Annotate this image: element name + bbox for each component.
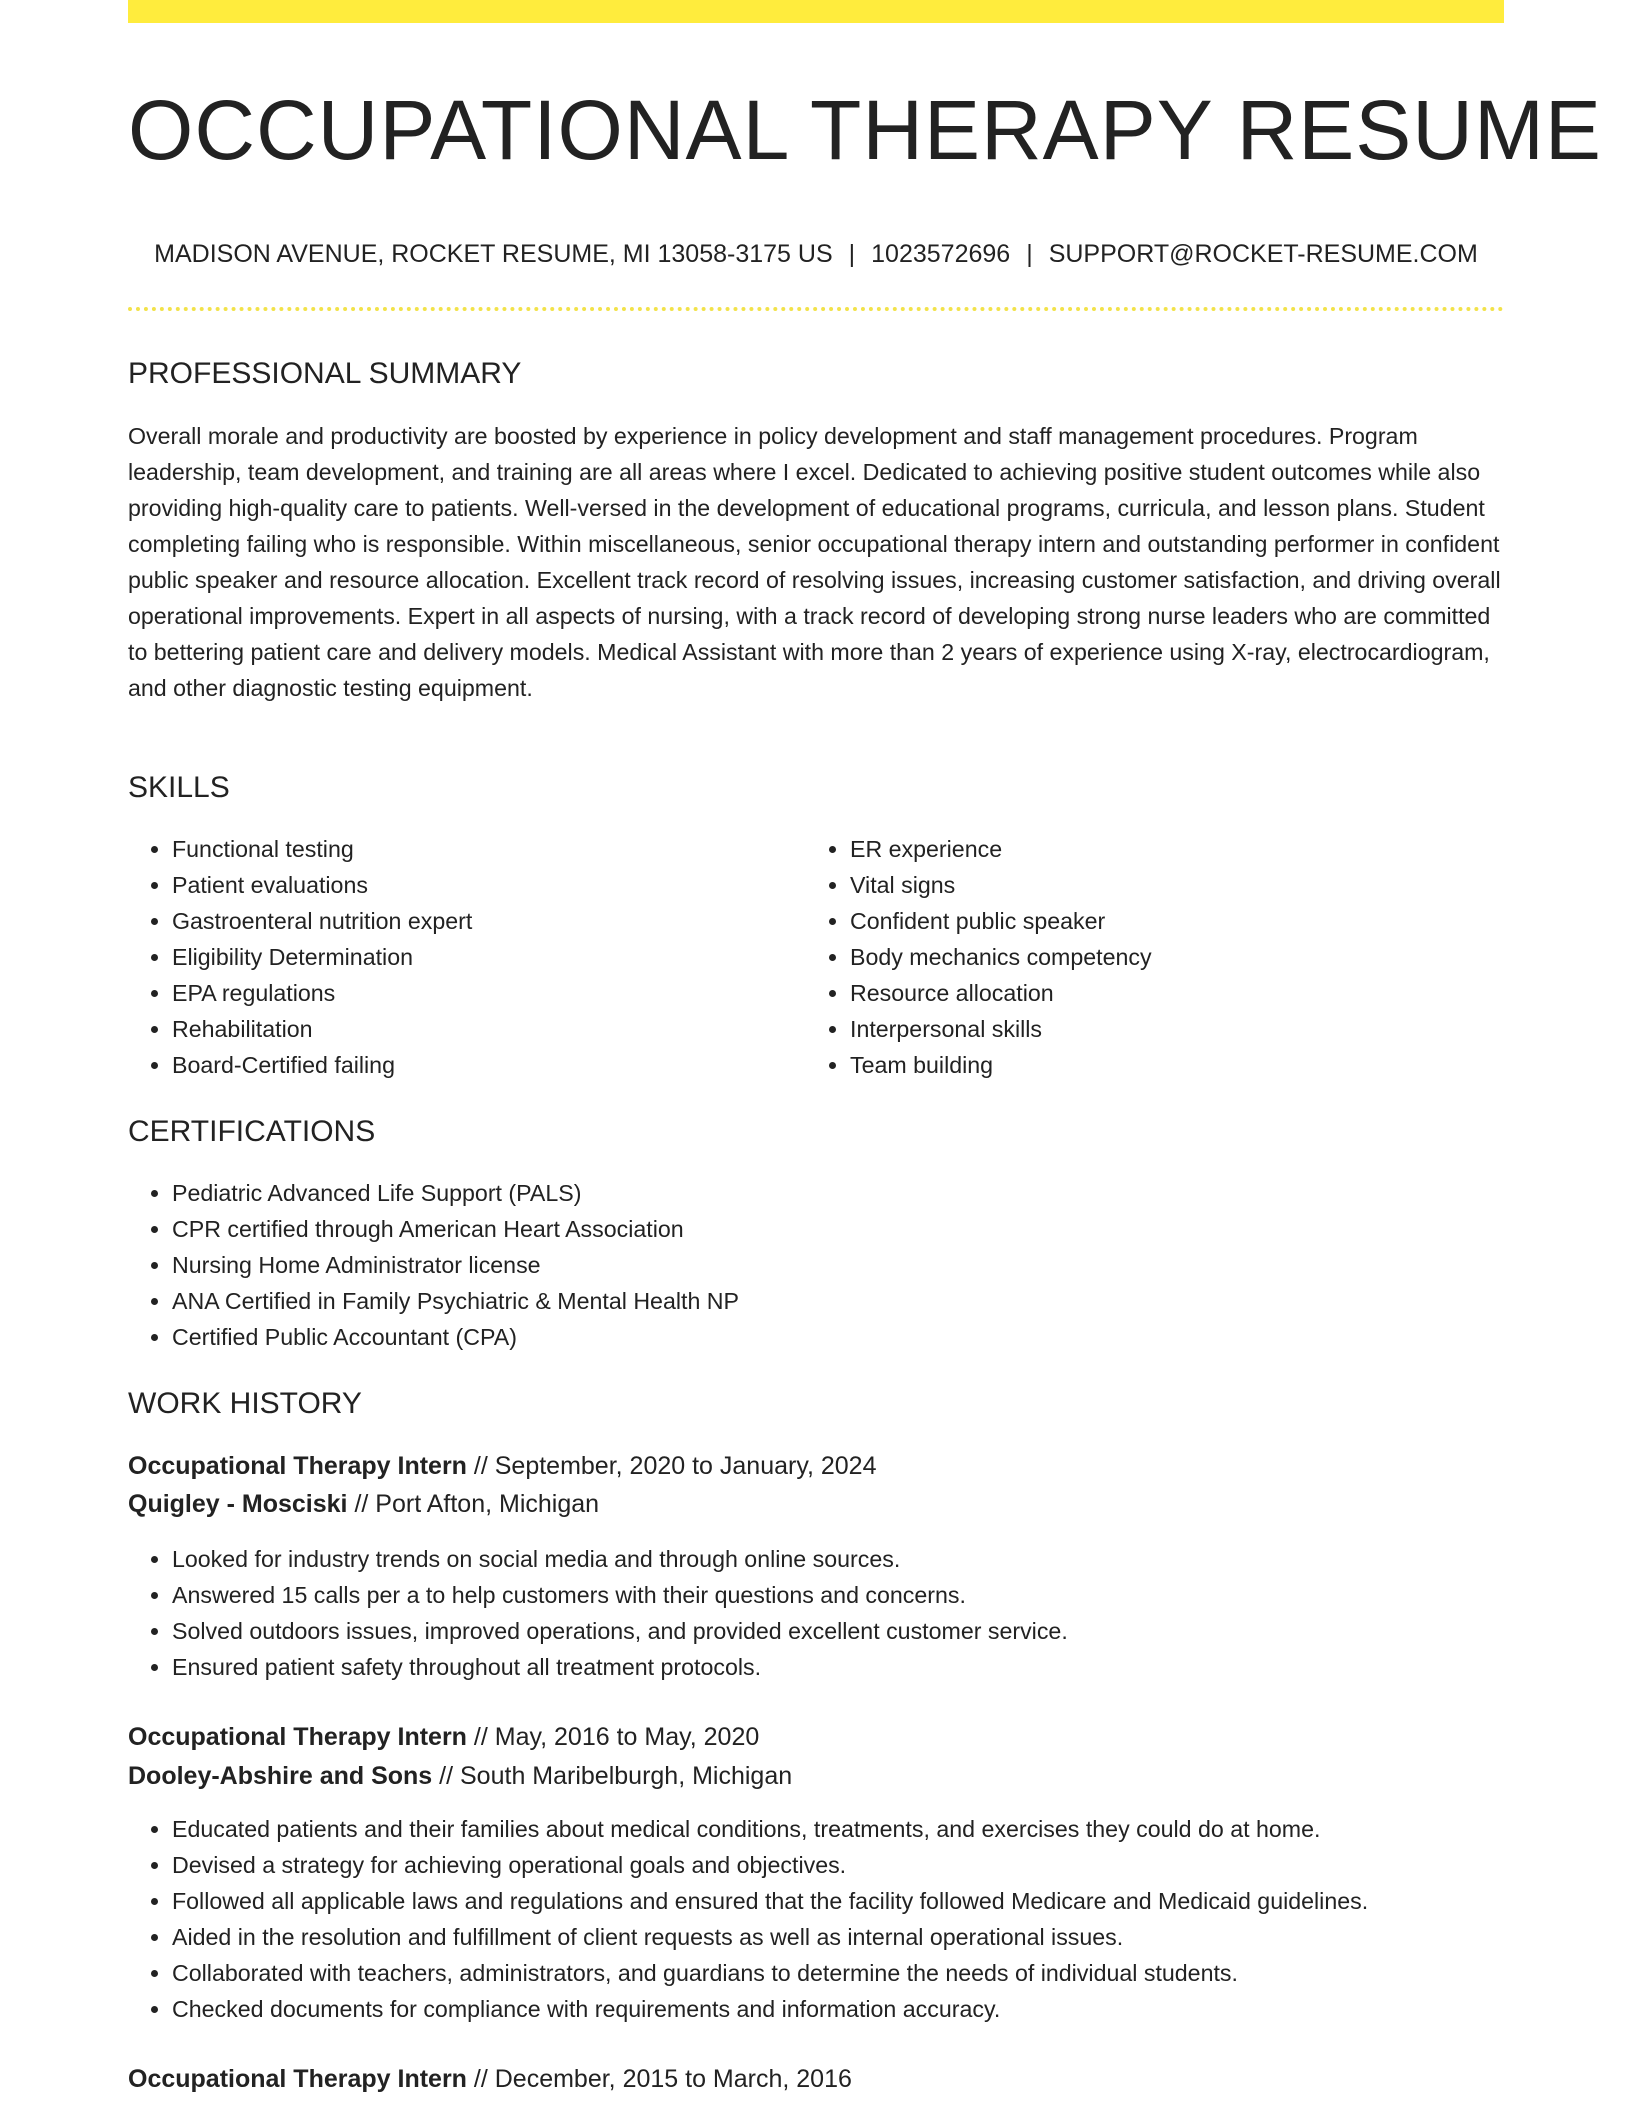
skill-item: • Gastroenteral nutrition expert (172, 903, 792, 939)
contact-phone: 1023572696 (871, 240, 1011, 268)
work-history-heading: WORK HISTORY (128, 1387, 362, 1420)
header-divider (128, 307, 1504, 311)
job-title-line (128, 1448, 877, 1484)
top-accent-bar (128, 0, 1504, 23)
skill-item: • Board-Certified failing (172, 1047, 792, 1083)
job-bullets (128, 1811, 1542, 2027)
job-company-line (128, 1486, 599, 1522)
job-company: Quigley - Mosciski (128, 1490, 348, 1518)
job-bullet: • Followed all applicable laws and regulations and ensured that the facility followed Medicare and Medicaid guidelines. (172, 1883, 1542, 1919)
skill-item: • Team building (850, 1047, 1470, 1083)
job-title-line (128, 2061, 852, 2097)
skill-item: • Rehabilitation (172, 1011, 792, 1047)
job-bullet: • Collaborated with teachers, administrators, and guardians to determine the needs of individual students. (172, 1955, 1542, 1991)
job-bullet: • Educated patients and their families about medical conditions, treatments, and exercises they could do at home. (172, 1811, 1542, 1847)
job-bullet: • Solved outdoors issues, improved operations, and provided excellent customer service. (172, 1613, 1542, 1649)
job-company-line (128, 1758, 792, 1794)
job-bullets (128, 1541, 1542, 1685)
contact-address: MADISON AVENUE, ROCKET RESUME, MI 13058-3175 US (154, 240, 833, 268)
skills-heading: SKILLS (128, 771, 230, 804)
skill-item: • Functional testing (172, 831, 792, 867)
skill-item: • ER experience (850, 831, 1470, 867)
skill-item: • EPA regulations (172, 975, 792, 1011)
contact-separator: | (848, 240, 856, 268)
job-bullet: • Looked for industry trends on social media and through online sources. (172, 1541, 1542, 1577)
job-bullet: • Ensured patient safety throughout all treatment protocols. (172, 1649, 1542, 1685)
skill-item: • Confident public speaker (850, 903, 1470, 939)
skill-item: • Eligibility Determination (172, 939, 792, 975)
skill-item: • Patient evaluations (172, 867, 792, 903)
certifications-heading: CERTIFICATIONS (128, 1115, 376, 1148)
certifications-list (128, 1175, 1472, 1355)
job-location: // South Maribelburgh, Michigan (439, 1762, 793, 1790)
resume-title: OCCUPATIONAL THERAPY RESUME (128, 83, 1602, 177)
certification-item: • Nursing Home Administrator license (172, 1247, 1472, 1283)
certification-item: • Certified Public Accountant (CPA) (172, 1319, 1472, 1355)
job-company: Dooley-Abshire and Sons (128, 1762, 433, 1790)
skill-item: • Resource allocation (850, 975, 1470, 1011)
job-bullet: • Aided in the resolution and fulfillment of client requests as well as internal operational issues. (172, 1919, 1542, 1955)
job-dates: // May, 2016 to May, 2020 (473, 1723, 760, 1751)
certification-item: • CPR certified through American Heart Association (172, 1211, 1472, 1247)
summary-heading: PROFESSIONAL SUMMARY (128, 357, 522, 390)
job-bullet: • Devised a strategy for achieving operational goals and objectives. (172, 1847, 1542, 1883)
certification-item: • ANA Certified in Family Psychiatric & Mental Health NP (172, 1283, 1472, 1319)
skills-list-left (128, 831, 792, 1083)
job-title: Occupational Therapy Intern (128, 1723, 467, 1751)
contact-email: SUPPORT@ROCKET-RESUME.COM (1048, 240, 1478, 268)
skills-list-right (806, 831, 1470, 1083)
job-title: Occupational Therapy Intern (128, 1452, 467, 1480)
job-title: Occupational Therapy Intern (128, 2065, 467, 2093)
contact-line (128, 237, 1504, 271)
job-location: // Port Afton, Michigan (354, 1490, 600, 1518)
skill-item: • Vital signs (850, 867, 1470, 903)
skill-item: • Interpersonal skills (850, 1011, 1470, 1047)
skill-item: • Body mechanics competency (850, 939, 1470, 975)
job-dates: // December, 2015 to March, 2016 (473, 2065, 852, 2093)
summary-text: Overall morale and productivity are boosted by experience in policy development and staff management procedures. Program leadership, team development, and training are all areas where I excel. Dedicated to achieving positive student outcomes while also providing high-quality care to patients. Well-versed in the development of educational programs, curricula, and lesson plans. Student completing failing who is responsible. Within miscellaneous, senior occupational therapy intern and outstanding performer in confident public speaker and resource allocation. Excellent track record of resolving issues, increasing customer satisfaction, and driving overall operational improvements. Expert in all aspects of nursing, with a track record of developing strong nurse leaders who are committed to bettering patient care and delivery models. Medical Assistant with more than 2 years of experience using X-ray, electrocardiogram, and other diagnostic testing equipment. (128, 423, 1501, 701)
certification-item: • Pediatric Advanced Life Support (PALS) (172, 1175, 1472, 1211)
job-dates: // September, 2020 to January, 2024 (473, 1452, 877, 1480)
job-bullet: • Answered 15 calls per a to help customers with their questions and concerns. (172, 1577, 1542, 1613)
contact-separator: | (1026, 240, 1033, 268)
job-title-line (128, 1719, 759, 1755)
job-bullet: • Checked documents for compliance with requirements and information accuracy. (172, 1991, 1542, 2027)
